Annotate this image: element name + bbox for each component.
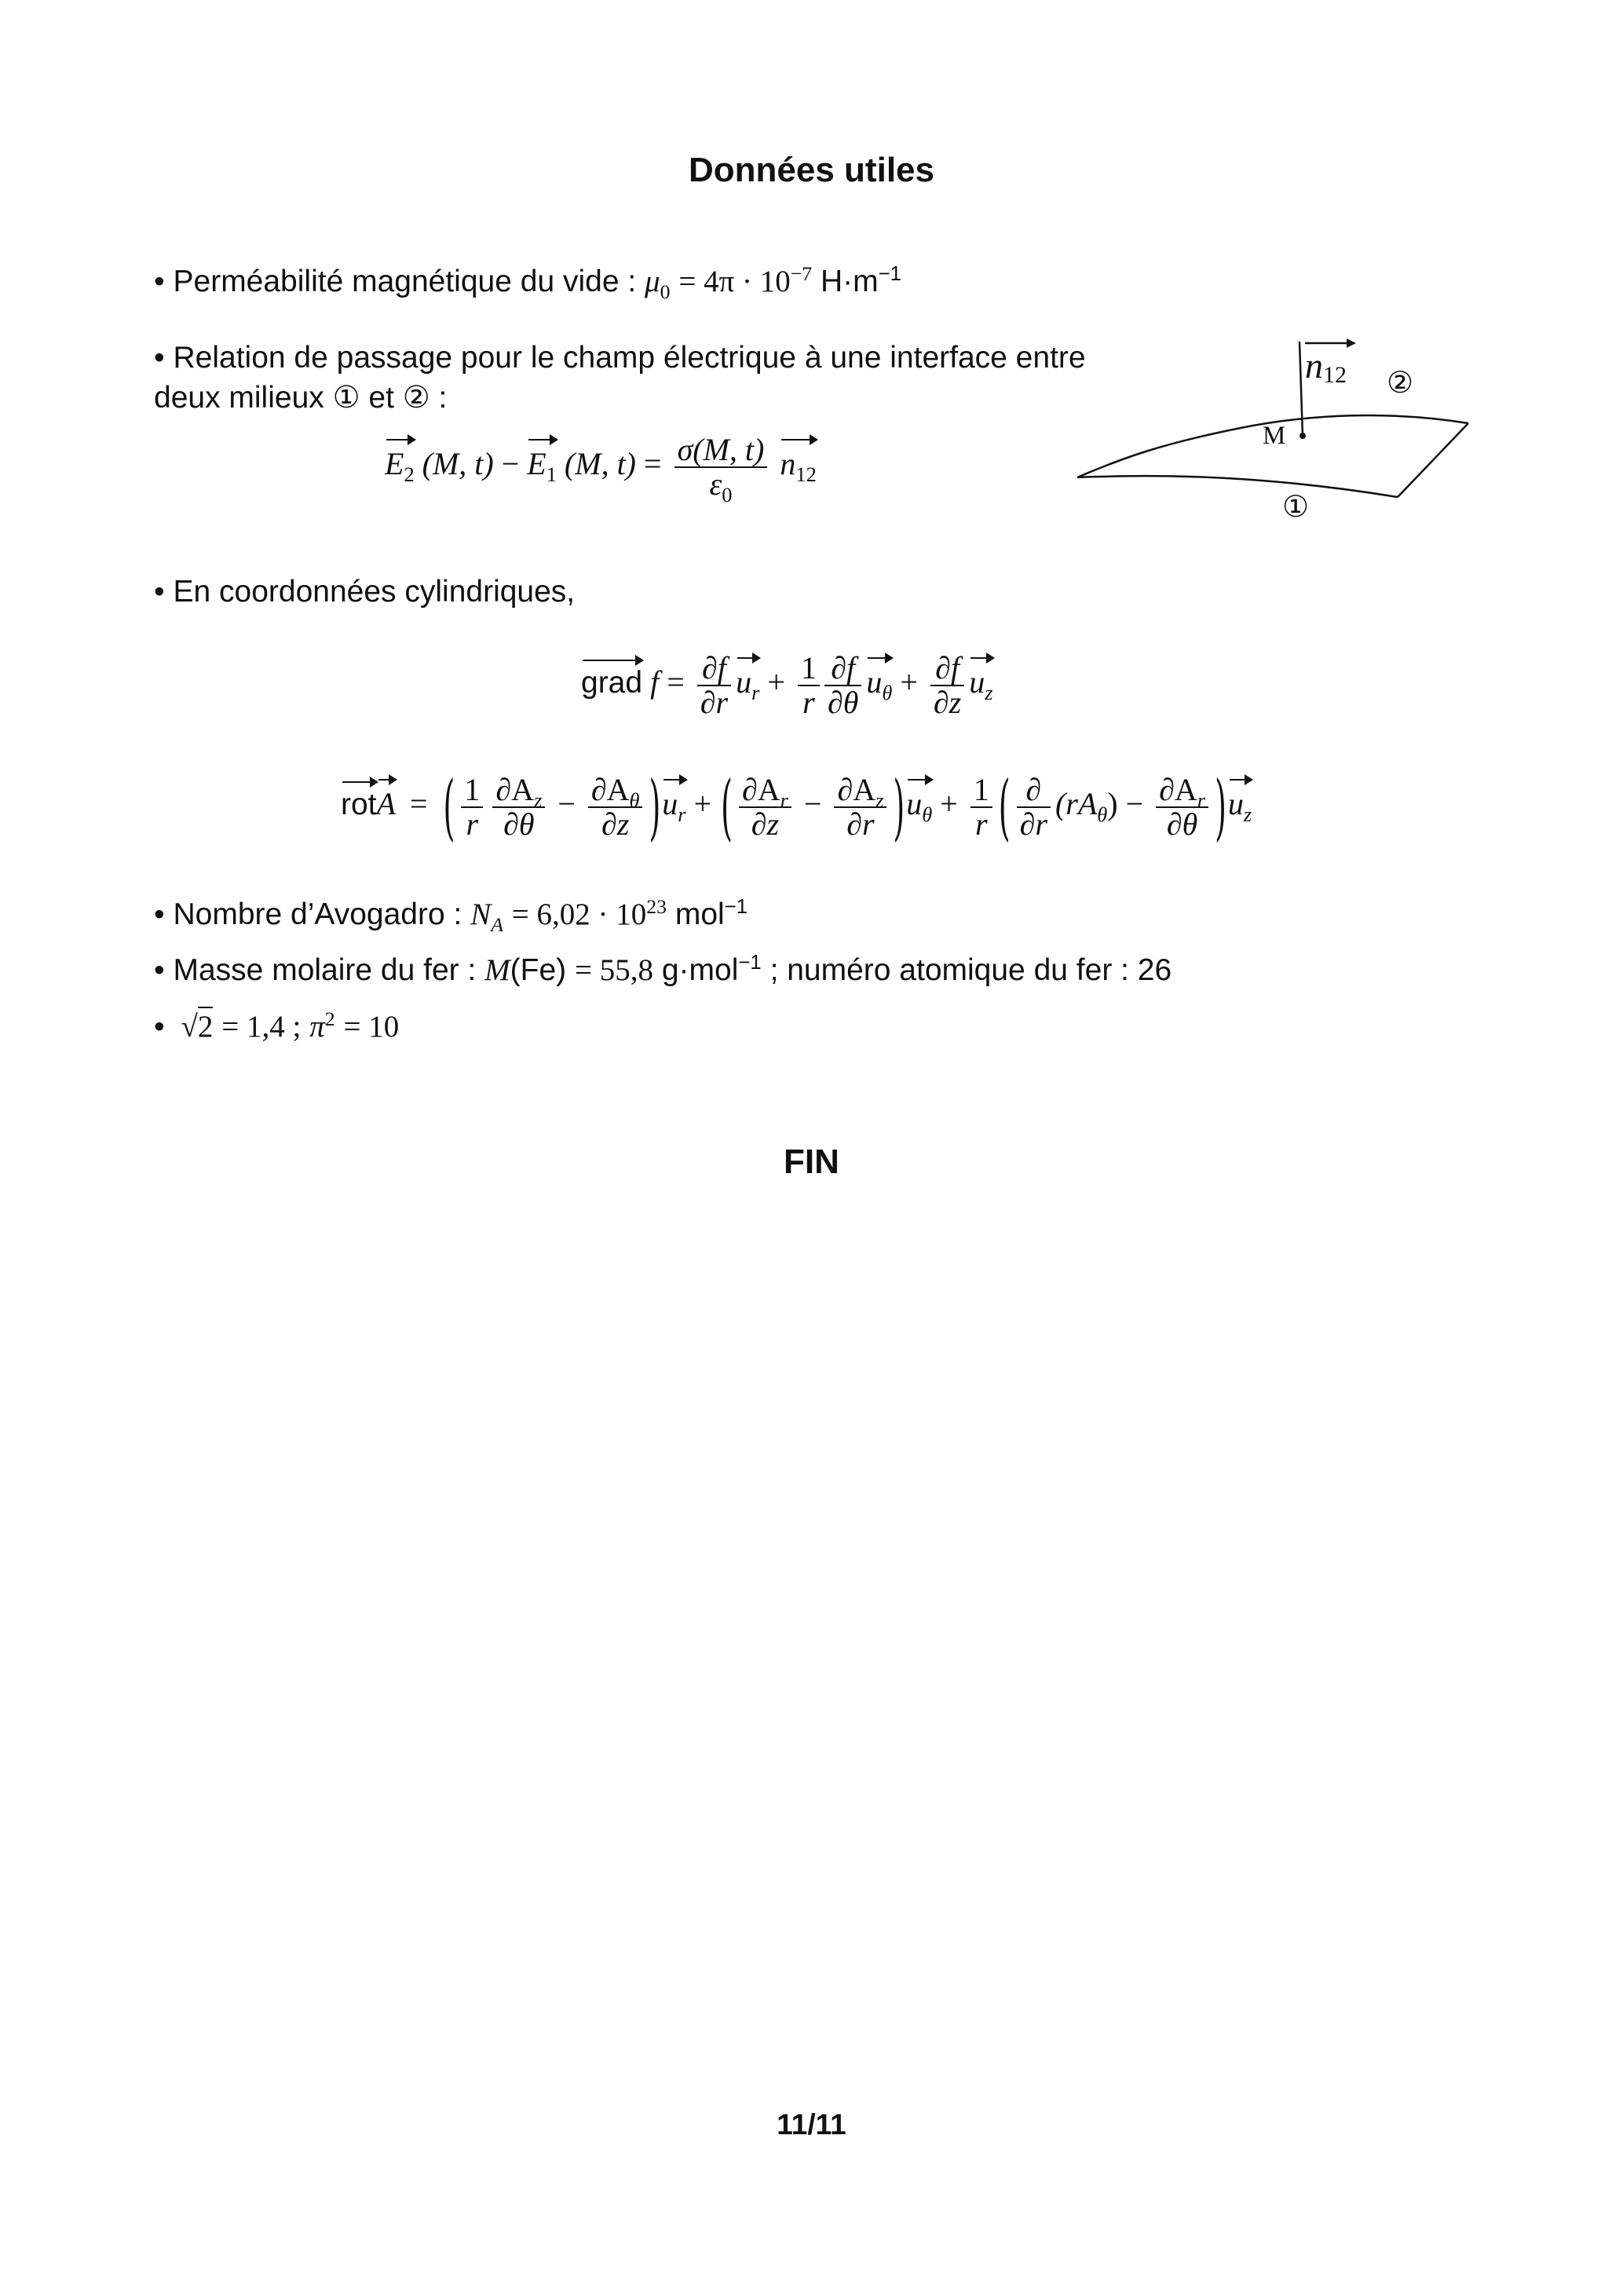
bullet: • <box>154 1010 165 1044</box>
grad-f: f <box>650 664 660 700</box>
permeability-value: = 4π · 10 <box>678 265 791 298</box>
avogadro-value: = 6,02 · 10 <box>511 898 647 931</box>
minus-sign: − <box>803 786 822 822</box>
avogadro-unit-exponent: −1 <box>724 896 748 918</box>
left-paren: ( <box>443 766 455 849</box>
right-paren: ) <box>1215 766 1226 849</box>
right-paren: ) <box>649 766 661 849</box>
avogadro-exponent: 23 <box>646 895 667 918</box>
left-paren: ( <box>721 766 733 849</box>
e2-vector: $E_2$ <box>385 437 415 482</box>
df-dr: $\frac{\partial f}{\partial r}$ <box>697 652 731 719</box>
relation-text-1: Relation de passage pour le champ électrique à une interface entre <box>173 341 1086 375</box>
fe-paren: (Fe) <box>510 953 567 987</box>
sqrt-value: = 1,4 ; <box>221 1010 302 1044</box>
equals-sign: = <box>667 664 685 700</box>
n12-label: n12 <box>1305 345 1347 388</box>
bullet: • <box>154 265 165 298</box>
point-m-label: M <box>1263 422 1286 450</box>
interface-bottom-edge <box>1077 476 1398 497</box>
pi-exponent: 2 <box>324 1007 335 1030</box>
cylindrical-label: En coordonnées cylindriques, <box>173 575 576 609</box>
mu-symbol: μ <box>645 265 660 298</box>
medium-2-label: ② <box>1387 365 1414 400</box>
n12-arrow-head <box>1347 338 1356 348</box>
dAr-dtheta: $\frac{\partial A_r}{\partial\theta}$ <box>1156 773 1208 841</box>
equals-sign: = <box>644 446 662 482</box>
pi-value: = 10 <box>343 1010 400 1044</box>
u-r-vector: $u_r$ <box>736 656 759 700</box>
df-dz: $\frac{\partial f}{\partial z}$ <box>930 652 964 719</box>
equals-sign: = <box>409 786 428 822</box>
mu-sub: 0 <box>660 280 671 303</box>
atomic-number-text: ; numéro atomique du fer : 26 <box>769 953 1172 987</box>
page-number: 11/11 <box>777 2108 846 2141</box>
avogadro-item <box>154 895 748 936</box>
permeability-unit: H·m <box>821 265 879 298</box>
molar-mass-value: = 55,8 <box>575 953 653 987</box>
avogadro-unit: mol <box>674 898 725 931</box>
dAr-dz: $\frac{\partial A_r}{\partial z}$ <box>739 773 791 841</box>
medium-1-label: ① <box>1282 489 1310 524</box>
na-sub: A <box>491 912 503 936</box>
sigma-numerator: σ(M, t) <box>674 433 768 468</box>
dAz-dr: $\frac{\partial A_z}{\partial r}$ <box>834 773 886 841</box>
dAtheta-dz: $\frac{\partial A_\theta}{\partial z}$ <box>588 773 643 841</box>
molar-mass-label: Masse molaire du fer : <box>173 953 477 987</box>
normal-line <box>1299 342 1303 436</box>
minus-sign: − <box>557 786 576 822</box>
point-m-dot <box>1299 433 1306 439</box>
rot-formula <box>341 766 1252 849</box>
fin-label: FIN <box>784 1143 839 1181</box>
relation-line1 <box>154 341 1086 375</box>
grad-operator: grad <box>581 658 642 700</box>
bullet: • <box>154 953 165 987</box>
e2-args: (M, t) <box>422 446 494 482</box>
permeability-exponent: −7 <box>790 262 813 285</box>
minus-sign: − <box>501 446 520 482</box>
e1-args: (M, t) <box>564 446 636 482</box>
m-symbol: M <box>484 953 510 987</box>
dAz-dtheta: $\frac{\partial A_z}{\partial\theta}$ <box>492 773 545 841</box>
e1-vector: $E_1$ <box>527 437 557 482</box>
plus-sign: + <box>940 786 958 822</box>
u-r-vector: $u_r$ <box>662 777 685 822</box>
one-over-r: $\frac{1}{r}$ <box>461 773 483 841</box>
df-dtheta: $\frac{\partial f}{\partial\theta}$ <box>824 652 861 719</box>
interface-right-edge <box>1398 423 1468 497</box>
plus-sign: + <box>693 786 712 822</box>
sigma-over-epsilon <box>674 432 768 506</box>
molar-mass-item <box>154 952 1172 988</box>
avogadro-label: Nombre d’Avogadro : <box>173 898 462 931</box>
relation-line2: deux milieux ① et ② : <box>154 381 448 415</box>
sqrt-sign: √2 <box>181 1010 214 1044</box>
one-over-r: $\frac{1}{r}$ <box>971 773 992 841</box>
bullet: • <box>154 341 165 375</box>
plus-sign: + <box>900 664 918 700</box>
u-z-vector: $u_z$ <box>969 656 992 700</box>
bullet: • <box>154 898 165 931</box>
d-dr: $\frac{\partial}{\partial r}$ <box>1017 773 1051 841</box>
right-paren: ) <box>893 766 905 849</box>
left-paren: ( <box>998 766 1011 849</box>
page-title: Données utiles <box>689 151 934 189</box>
u-theta-vector: $u_\theta$ <box>906 777 932 822</box>
pi-symbol: π <box>309 1010 325 1044</box>
molar-mass-unit: g·mol <box>661 953 739 987</box>
interface-diagram <box>1076 326 1484 538</box>
u-z-vector: $u_z$ <box>1228 777 1252 822</box>
permeability-label: Perméabilité magnétique du vide : <box>173 265 637 298</box>
bullet: • <box>154 575 165 609</box>
cylindrical-item <box>154 575 575 609</box>
n12-vector: $n_{12}$ <box>780 437 816 482</box>
rot-operator: rot <box>341 780 377 822</box>
minus-sign: − <box>1125 786 1144 822</box>
passage-formula <box>385 432 817 506</box>
molar-mass-unit-exponent: −1 <box>738 952 762 974</box>
constants-item <box>154 1009 399 1044</box>
plus-sign: + <box>767 664 785 700</box>
a-vector: A <box>377 777 396 822</box>
permeability-unit-exponent: −1 <box>878 263 901 285</box>
r-a-theta: $(rA_\theta)$ <box>1055 786 1118 827</box>
u-theta-vector: $u_\theta$ <box>866 656 892 700</box>
grad-formula <box>581 652 993 719</box>
epsilon-denominator: $\varepsilon_0$ <box>709 466 733 506</box>
permeability-item <box>154 262 901 303</box>
na-symbol: N <box>470 898 492 931</box>
one-over-r: $\frac{1}{r}$ <box>798 652 820 719</box>
